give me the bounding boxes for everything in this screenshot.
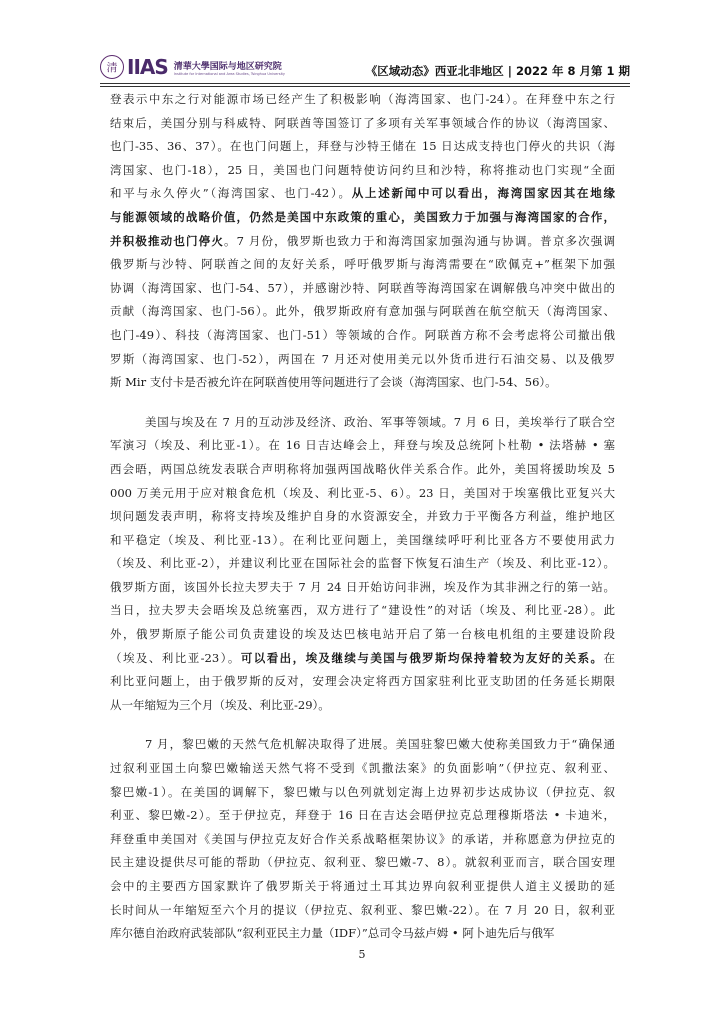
text-line	[110, 733, 615, 757]
logo-brand: IIAS	[127, 55, 168, 79]
text-line	[110, 434, 615, 458]
text-run: 也门-35、36、37）。在也门问题上，拜登与沙特王储在 15 日达成支持也门停火的共识（海	[110, 139, 615, 154]
text-run: 在	[603, 650, 615, 665]
text-line	[110, 411, 615, 435]
text-run: 罗斯（海湾国家、也门-52），两国在 7 月还对使用美元以外货币进行石油交易、以及俄罗	[110, 351, 615, 366]
text-run: 民主建设提供尽可能的帮助（伊拉克、叙利亚、黎巴嫩-7、8）。就叙利亚而言，联合国安理	[110, 855, 615, 870]
text-run: 从一年缩短为三个月（埃及、利比亚-29）。	[110, 697, 330, 712]
text-run: 贡献（海湾国家、也门-56）。此外，俄罗斯政府有意加强与阿联酋在航空航天（海湾国家、	[110, 304, 615, 319]
text-line	[110, 599, 615, 623]
text-run: 坝问题发表声明，称将支持埃及维护自身的水资源安全，并致力于平衡各方利益，维护地区	[110, 509, 615, 524]
header-rule	[100, 83, 630, 84]
text-line	[110, 623, 615, 647]
header-rule-thin	[100, 86, 630, 87]
text-run: 利亚、黎巴嫩-2）。至于伊拉克，拜登于 16 日在吉达会晤伊拉克总理穆斯塔法 • 卡迪米，	[110, 808, 615, 823]
body-text	[110, 88, 615, 962]
page-header	[100, 46, 630, 82]
text-run: 7 月，黎巴嫩的天然气危机解决取得了进展。美国驻黎巴嫩大使称美国致力于“确保通	[145, 737, 615, 752]
logo-chinese-name: 清華大學国际与地区研究院	[173, 61, 282, 72]
text-line	[110, 529, 615, 553]
text-line	[110, 112, 615, 136]
text-run: （埃及、利比亚-23）。	[110, 650, 241, 665]
university-seal-icon: 清	[100, 55, 124, 79]
text-run: 俄罗斯方面，该国外长拉夫罗夫于 7 月 24 日开始访问非洲，埃及作为其非洲之行的第一站。	[110, 579, 615, 594]
text-line	[110, 300, 615, 324]
text-line	[110, 253, 615, 277]
text-line	[110, 348, 615, 372]
text-run: 利比亚问题上，由于俄罗斯的反对，安理会决定将西方国家驻利比亚支助团的任务延长期限	[110, 674, 615, 689]
text-line	[110, 647, 615, 671]
page-number: 5	[358, 948, 366, 961]
text-line	[110, 781, 615, 805]
institute-logo	[100, 52, 285, 82]
text-line	[110, 851, 615, 875]
text-line	[110, 804, 615, 828]
text-line	[110, 206, 615, 230]
text-run: 。7 月份，俄罗斯也致力于和海湾国家加强沟通与协调。普京多次强调	[224, 233, 615, 248]
text-line	[110, 182, 615, 206]
text-run: 湾国家、也门-18），25 日，美国也门问题特使访问约旦和沙特，称将推动也门实现“全面	[110, 162, 615, 177]
text-line	[110, 694, 615, 718]
text-line	[110, 277, 615, 301]
bold-text-run: 与能源领域的战略价值，仍然是美国中东政策的重心，美国致力于加强与海湾国家的合作，	[110, 209, 615, 224]
text-run: （埃及、利比亚-2），并建议利比亚在国际社会的监督下恢复石油生产（埃及、利比亚-12）。	[110, 556, 615, 571]
text-line	[110, 875, 615, 899]
text-run: 俄罗斯与沙特、阿联酋之间的友好关系，呼吁俄罗斯与海湾需要在“欧佩克+”框架下加强	[110, 257, 615, 272]
text-line	[110, 576, 615, 600]
text-run: 也门-49）、科技（海湾国家、也门-51）等领域的合作。阿联酋方称不会考虑将公司撤出俄	[110, 327, 615, 342]
text-run: 库尔德自治政府武装部队“叙利亚民主力量（IDF）”总司令马兹卢姆 • 阿卜迪先后与俄军	[110, 926, 555, 941]
logo-english-name: Institute for International and Area Studies, Tsinghua University	[173, 71, 286, 76]
text-run: 过叙利亚国土向黎巴嫩输送天然气将不受到《凯撒法案》的负面影响”（伊拉克、叙利亚、	[110, 761, 615, 776]
text-line	[110, 757, 615, 781]
paragraph	[110, 88, 615, 395]
text-run: 和平与永久停火”（海湾国家、也门-42）。	[110, 186, 352, 201]
text-run: 斯 Mir 支付卡是否被允许在阿联酋使用等问题进行了会谈（海湾国家、也门-54、56）。	[110, 375, 557, 390]
text-line	[110, 88, 615, 112]
text-line	[110, 899, 615, 923]
text-line	[110, 159, 615, 183]
text-line	[110, 230, 615, 254]
text-line	[110, 324, 615, 348]
text-run: 外，俄罗斯原子能公司负责建设的埃及达巴核电站开启了第一台核电机组的主要建设阶段	[110, 627, 615, 642]
text-line	[110, 135, 615, 159]
text-run: 和平稳定（埃及、利比亚-13）。在利比亚问题上，美国继续呼吁利比亚各方不要使用武力	[110, 532, 615, 547]
text-run: 结束后，美国分别与科威特、阿联酋等国签订了多项有关军事领域合作的协议（海湾国家、	[110, 115, 615, 130]
text-run: 长时间从一年缩短至六个月的提议（伊拉克、叙利亚、黎巴嫩-22）。在 7 月 20 日，叙利亚	[110, 902, 615, 917]
bold-text-run: 并积极推动也门停火	[110, 233, 225, 248]
publication-title: 《区域动态》西亚北非地区 | 2022 年 8 月第 1 期	[365, 64, 630, 78]
text-run: 军演习（埃及、利比亚-1）。在 16 日吉达峰会上，拜登与埃及总统阿卜杜勒 • 法塔赫 • 塞	[110, 438, 615, 453]
text-run: 会中的主要西方国家默许了俄罗斯关于将通过土耳其边界向叙利亚提供人道主义援助的延	[110, 879, 615, 893]
text-run: 美国与埃及在 7 月的互动涉及经济、政治、军事等领域。7 月 6 日，美埃举行了联合空	[145, 414, 615, 429]
text-run: 黎巴嫩-1）。在美国的调解下，黎巴嫩与以色列就划定海上边界初步达成协议（伊拉克、叙	[110, 784, 615, 799]
bold-text-run: 可以看出，埃及继续与美国与俄罗斯均保持着较为友好的关系。	[240, 650, 604, 665]
text-run: 当日，拉夫罗夫会晤埃及总统塞西，双方进行了“建设性”的对话（埃及、利比亚-28）。此	[110, 603, 615, 618]
paragraph	[110, 733, 615, 945]
bold-text-run: 从上述新闻中可以看出，海湾国家因其在地缘	[351, 186, 615, 201]
text-run: 000 万美元用于应对粮食危机（埃及、利比亚-5、6）。23 日，美国对于埃塞俄比亚复兴大	[110, 485, 615, 500]
text-line	[110, 505, 615, 529]
text-line	[110, 458, 615, 482]
text-line	[110, 482, 615, 506]
text-line	[110, 670, 615, 694]
text-line	[110, 371, 615, 395]
paragraph	[110, 411, 615, 718]
text-run: 协调（海湾国家、也门-54、57），并感谢沙特、阿联酋等海湾国家在调解俄乌冲突中做出的	[110, 280, 615, 295]
text-line	[110, 552, 615, 576]
text-run: 拜登重申美国对《美国与伊拉克友好合作关系战略框架协议》的承诺，并称愿意为伊拉克的	[110, 831, 615, 846]
text-run: 西会晤，两国总统发表联合声明称将加强两国战略伙伴关系合作。此外，美国将援助埃及 5	[110, 461, 615, 476]
text-line	[110, 922, 615, 946]
text-run: 登表示中东之行对能源市场已经产生了积极影响（海湾国家、也门-24）。在拜登中东之行	[110, 92, 615, 106]
text-line	[110, 828, 615, 852]
